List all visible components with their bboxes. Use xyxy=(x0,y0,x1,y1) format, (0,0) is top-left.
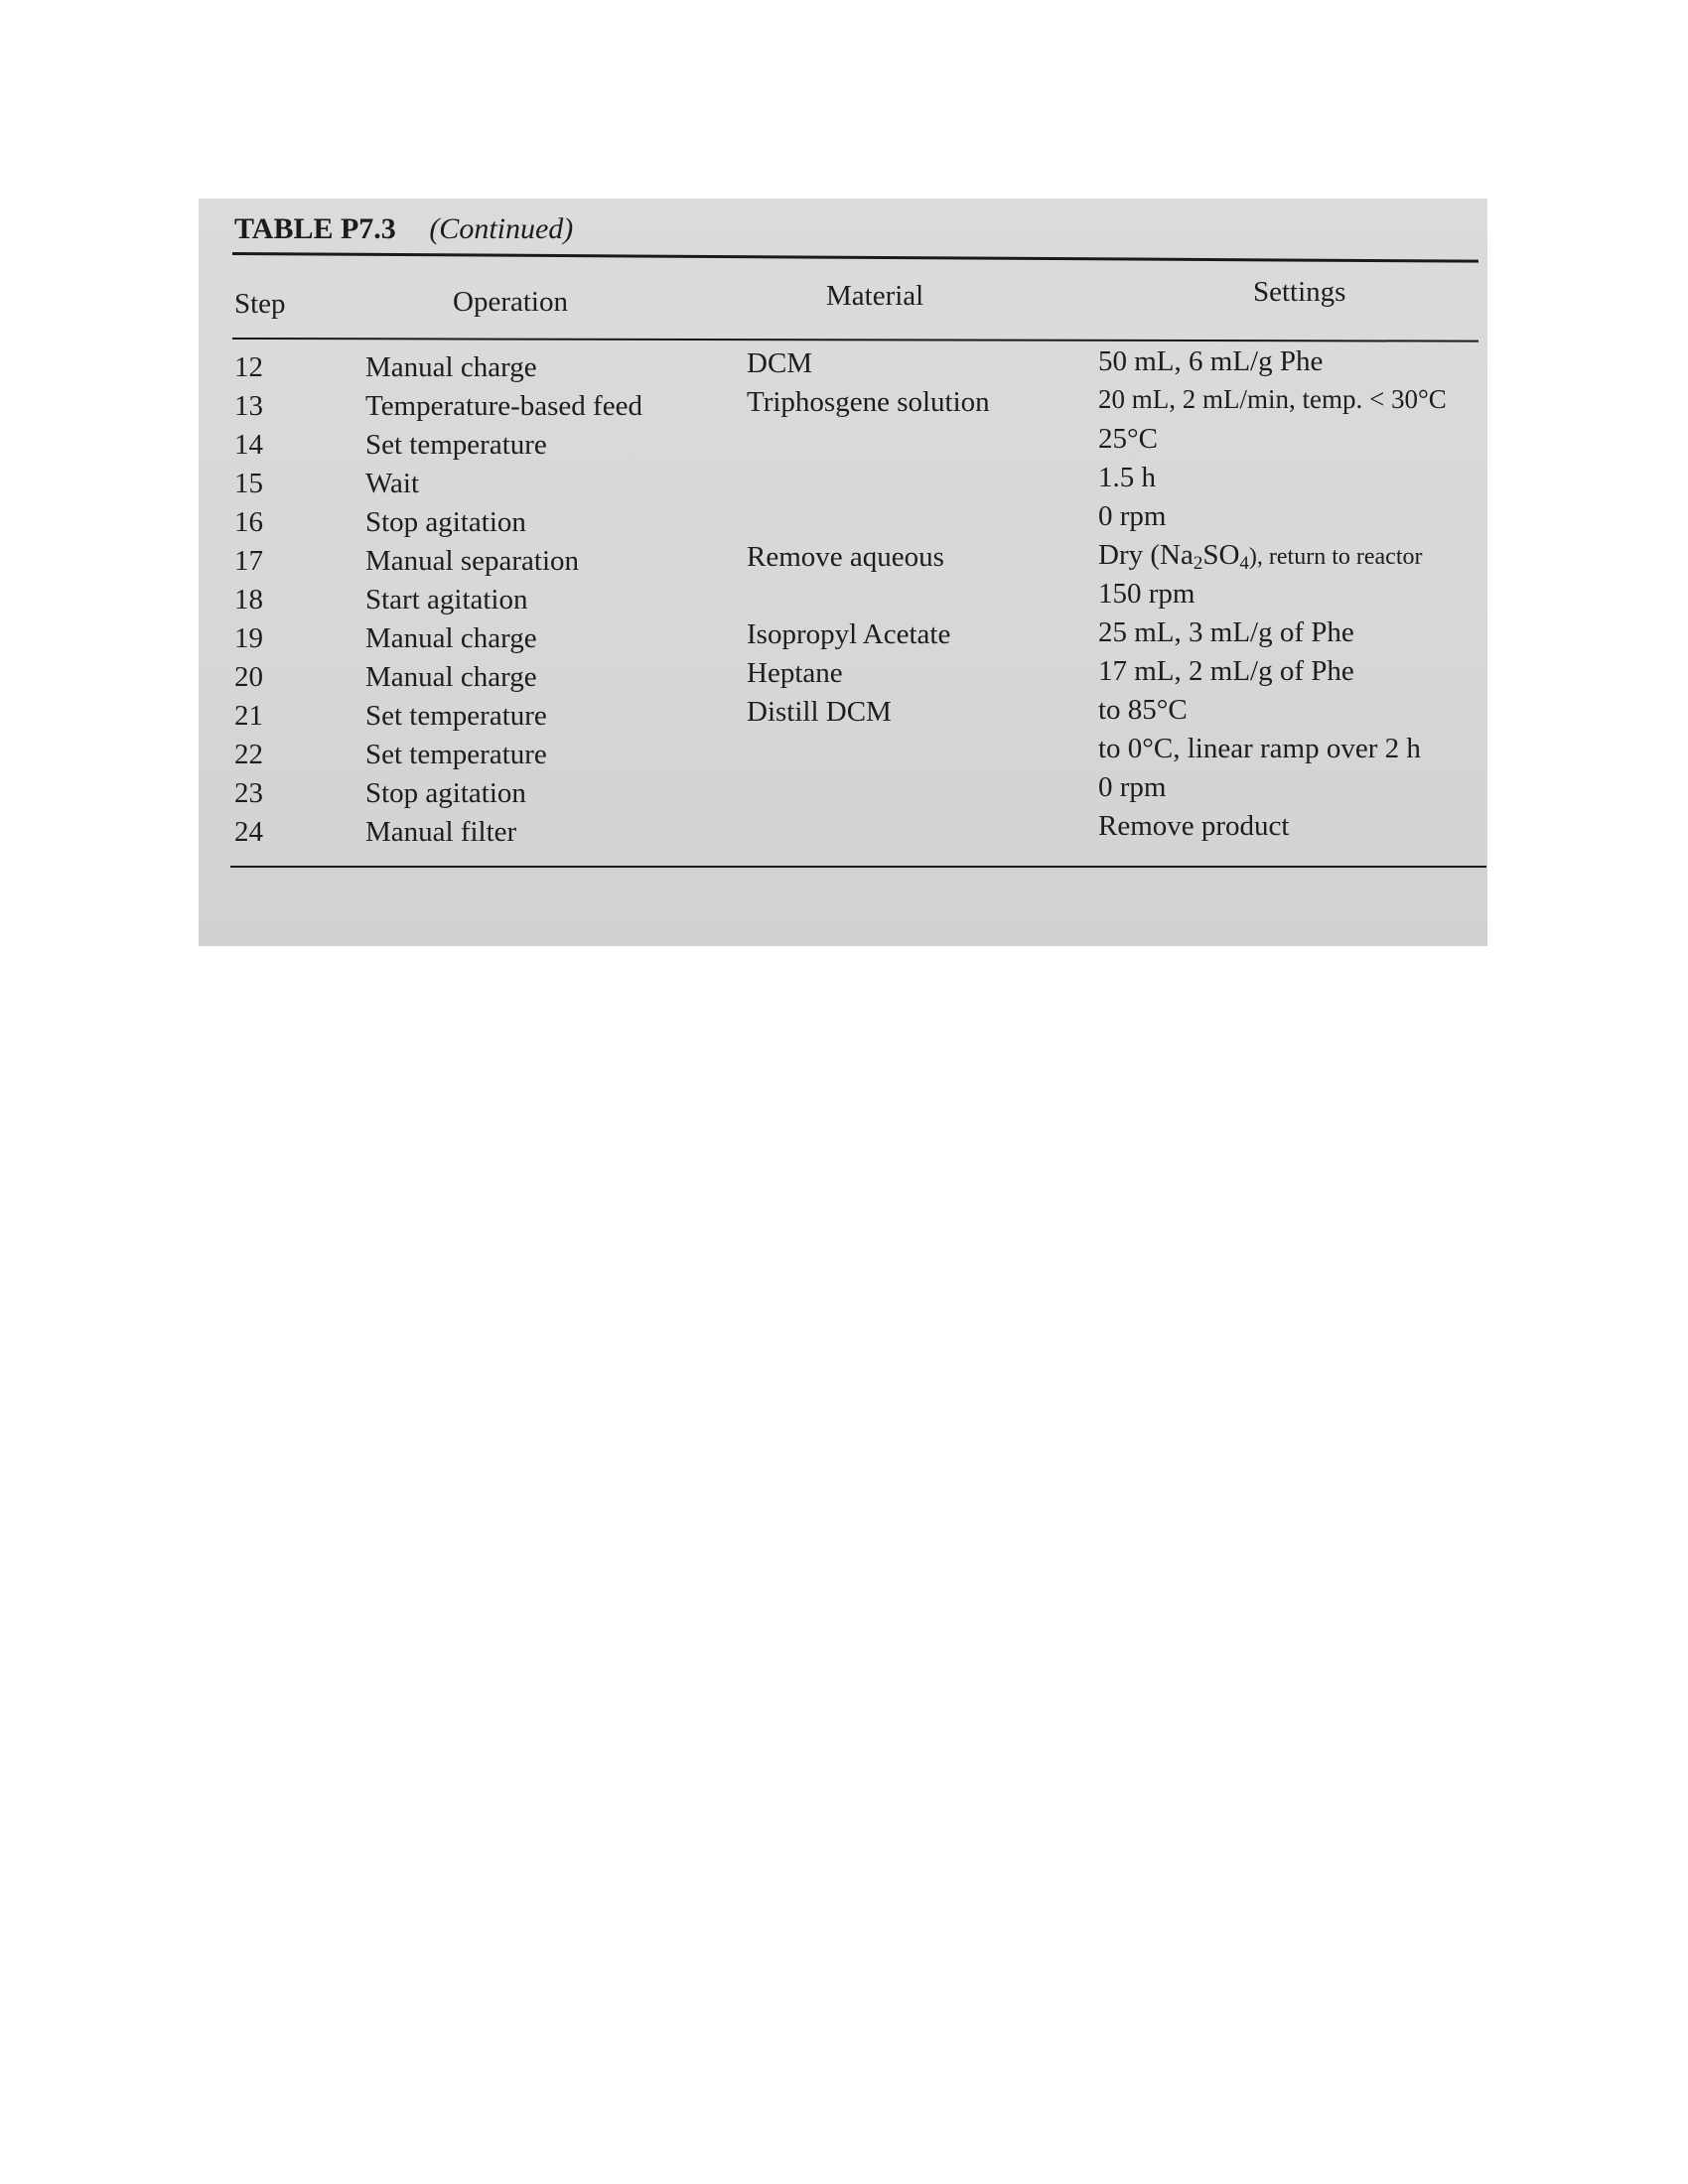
row-settings xyxy=(1098,539,1423,574)
row-material: Triphosgene solution xyxy=(747,386,990,418)
row-settings: 25 mL, 3 mL/g of Phe xyxy=(1098,616,1354,648)
table-continued: (Continued) xyxy=(429,212,574,245)
row-operation: Set temperature xyxy=(365,739,547,770)
row-settings: 1.5 h xyxy=(1098,462,1156,493)
header-material: Material xyxy=(826,280,924,312)
settings-part: Dry (Na xyxy=(1098,539,1194,571)
row-step: 24 xyxy=(234,816,263,848)
row-operation: Start agitation xyxy=(365,584,528,615)
row-step: 13 xyxy=(234,390,263,422)
row-operation: Wait xyxy=(365,468,420,499)
row-step: 19 xyxy=(234,622,263,654)
settings-part: 4 xyxy=(1239,553,1249,574)
row-step: 20 xyxy=(234,661,263,693)
row-settings: Remove product xyxy=(1098,810,1290,842)
row-operation: Manual charge xyxy=(365,351,537,383)
header-step: Step xyxy=(234,288,286,320)
row-operation: Set temperature xyxy=(365,700,547,732)
table-photo xyxy=(199,199,1487,946)
row-material: Heptane xyxy=(747,657,843,689)
row-step: 14 xyxy=(234,429,263,461)
row-material: DCM xyxy=(747,347,813,379)
row-settings: 17 mL, 2 mL/g of Phe xyxy=(1098,655,1354,687)
row-settings: 0 rpm xyxy=(1098,771,1167,803)
settings-part: ), return to reactor xyxy=(1248,544,1423,570)
row-operation: Manual charge xyxy=(365,622,537,654)
header-settings: Settings xyxy=(1253,276,1346,308)
table-caption xyxy=(234,212,573,246)
row-settings: 50 mL, 6 mL/g Phe xyxy=(1098,345,1324,377)
header-operation: Operation xyxy=(453,286,568,318)
settings-part: SO xyxy=(1202,539,1240,571)
row-operation: Stop agitation xyxy=(365,506,526,538)
settings-part: 2 xyxy=(1193,553,1203,574)
row-operation: Manual charge xyxy=(365,661,537,693)
row-step: 18 xyxy=(234,584,263,615)
row-settings: to 0°C, linear ramp over 2 h xyxy=(1098,733,1421,764)
row-operation: Stop agitation xyxy=(365,777,526,809)
row-settings: 20 mL, 2 mL/min, temp. < 30°C xyxy=(1098,384,1447,414)
row-material: Isopropyl Acetate xyxy=(747,618,951,650)
row-operation: Temperature-based feed xyxy=(365,390,642,422)
row-step: 21 xyxy=(234,700,263,732)
row-operation: Manual filter xyxy=(365,816,517,848)
top-rule xyxy=(232,252,1478,263)
row-operation: Set temperature xyxy=(365,429,547,461)
row-settings: 150 rpm xyxy=(1098,578,1196,610)
row-step: 17 xyxy=(234,545,263,577)
row-operation: Manual separation xyxy=(365,545,580,577)
header-rule xyxy=(232,338,1478,342)
row-step: 23 xyxy=(234,777,263,809)
row-step: 12 xyxy=(234,351,263,383)
row-settings: to 85°C xyxy=(1098,694,1188,726)
row-step: 15 xyxy=(234,468,263,499)
table-label: TABLE P7.3 xyxy=(234,212,396,245)
row-material: Remove aqueous xyxy=(747,541,944,573)
row-settings: 25°C xyxy=(1098,423,1158,455)
row-step: 22 xyxy=(234,739,263,770)
row-step: 16 xyxy=(234,506,263,538)
row-settings: 0 rpm xyxy=(1098,500,1167,532)
row-material: Distill DCM xyxy=(747,696,892,728)
bottom-rule xyxy=(230,866,1486,868)
